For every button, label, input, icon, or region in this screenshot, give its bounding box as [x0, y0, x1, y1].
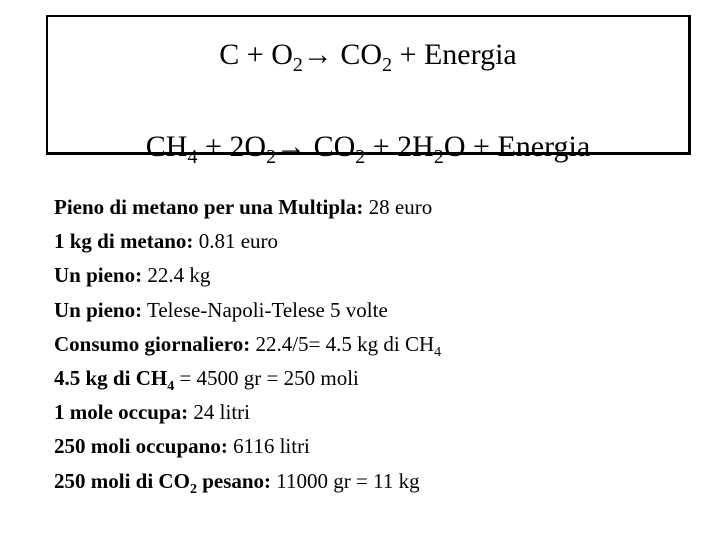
fact-label: 4.5 kg di CH: [54, 366, 168, 391]
reaction-arrow: →: [276, 130, 314, 163]
fact-value: = 4500 gr = 250 moli: [174, 366, 359, 391]
eq-subscript: 2: [433, 146, 444, 168]
fact-line: [54, 224, 441, 258]
fact-line: [54, 395, 441, 429]
fact-value: 28 euro: [363, 195, 433, 219]
eq-term: +: [239, 38, 272, 71]
methane-combustion-equation: [48, 129, 688, 168]
fact-value: 22.4/5= 4.5 kg di CH: [250, 331, 435, 356]
eq-subscript: 2: [266, 146, 277, 168]
fact-line: [54, 293, 441, 327]
fact-value: 0.81 euro: [193, 229, 279, 254]
fact-label: Consumo giornaliero:: [54, 331, 251, 356]
eq-term: + 2O: [197, 130, 267, 163]
eq-term: CO: [340, 38, 383, 71]
fact-line: [54, 429, 441, 463]
eq-term: CH: [145, 130, 188, 163]
fact-value: 11000 gr = 11 kg: [271, 468, 420, 493]
eq-subscript: 4: [187, 146, 198, 168]
fact-line: [54, 361, 441, 395]
fact-subscript: 4: [434, 344, 442, 360]
fact-label: Pieno di metano per una Multipla:: [54, 195, 364, 219]
eq-subscript: 2: [382, 54, 393, 76]
fact-subscript: 2: [189, 481, 197, 497]
eq-term: + Energia: [392, 38, 517, 71]
fact-label: 1 mole occupa:: [54, 400, 189, 425]
fact-line: [54, 258, 441, 292]
eq-term: CO: [313, 130, 356, 163]
methane-facts-list: [54, 190, 441, 498]
fact-value: 24 litri: [188, 400, 250, 425]
fact-label: Un pieno:: [54, 263, 143, 288]
fact-label: 250 moli occupano:: [54, 434, 228, 459]
carbon-combustion-equation: [48, 37, 688, 76]
fact-label: pesano:: [196, 468, 272, 493]
eq-subscript: 2: [292, 54, 303, 76]
fact-line: [54, 464, 441, 498]
eq-term: C: [219, 38, 240, 71]
eq-subscript: 2: [355, 146, 366, 168]
eq-term: + 2H: [365, 130, 434, 163]
fact-value: Telese-Napoli-Telese 5 volte: [142, 297, 388, 322]
eq-term: O: [271, 38, 293, 71]
equation-box: [46, 15, 691, 168]
fact-line: [54, 327, 441, 361]
fact-label: 250 moli di CO: [54, 468, 190, 493]
fact-line: [54, 190, 441, 224]
fact-value: 22.4 kg: [142, 263, 211, 288]
fact-value: 6116 litri: [227, 434, 310, 459]
fact-subscript: 4: [167, 379, 175, 395]
fact-label: 1 kg di metano:: [54, 229, 194, 254]
fact-label: Un pieno:: [54, 297, 143, 322]
eq-term: O + Energia: [443, 130, 591, 163]
reaction-arrow: →: [302, 38, 341, 71]
